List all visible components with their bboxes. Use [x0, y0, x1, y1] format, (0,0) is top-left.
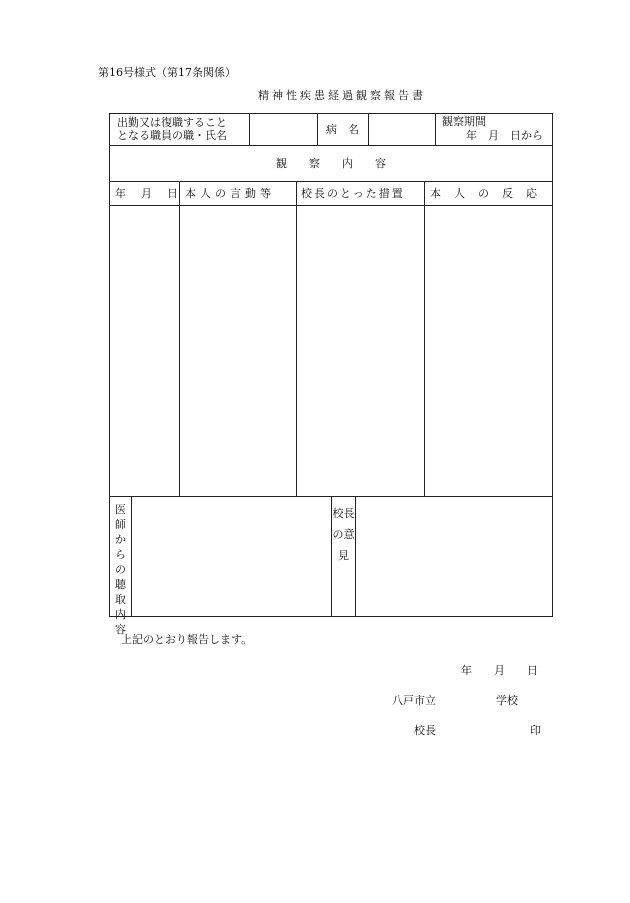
document-title: 精神性疾患経過観察報告書: [258, 89, 426, 102]
disease-name-field[interactable]: [369, 114, 435, 145]
doctor-label: 医師からの聴取内容: [115, 503, 126, 636]
seal-mark: 印: [530, 724, 541, 737]
report-date: 年 月 日: [461, 664, 538, 677]
disease-label: 病 名: [326, 123, 359, 136]
staff-name-field[interactable]: [250, 114, 317, 145]
staff-label-line1: 出勤又は復職すること: [117, 116, 227, 129]
cell-reaction[interactable]: [425, 206, 552, 496]
cell-behavior[interactable]: [180, 206, 296, 496]
staff-label-line2: となる職員の職・氏名: [117, 129, 227, 142]
divider-r1-b: [317, 113, 318, 146]
principal-opinion-label: 校長の意見: [332, 507, 355, 562]
school-suffix: 学校: [496, 694, 518, 707]
principal-label: 校長: [414, 724, 436, 737]
cell-date[interactable]: [110, 206, 179, 496]
cell-principal-action[interactable]: [297, 206, 424, 496]
principal-opinion-field[interactable]: [356, 497, 552, 616]
column-header-reaction: 本 人 の 反 応: [430, 187, 538, 200]
period-label: 観察期間: [442, 115, 486, 128]
form-number: 第16号様式（第17条関係）: [98, 66, 236, 79]
table-border-right: [552, 113, 553, 617]
rule-after-section-heading: [109, 181, 553, 182]
period-value: 年 月 日から: [466, 129, 543, 142]
report-statement: 上記のとおり報告します。: [121, 633, 253, 646]
column-header-behavior: 本人の言動等: [185, 187, 275, 200]
column-header-principal-action: 校長のとった措置: [301, 187, 405, 200]
column-header-date: 年 月 日: [115, 187, 180, 200]
doctor-content-field[interactable]: [132, 497, 331, 616]
school-prefix: 八戸市立: [392, 694, 436, 707]
section-heading: 観 察 内 容: [276, 157, 386, 170]
table-border-top: [109, 113, 553, 114]
divider-r1-d: [435, 113, 436, 146]
rule-after-header-row: [109, 145, 553, 146]
